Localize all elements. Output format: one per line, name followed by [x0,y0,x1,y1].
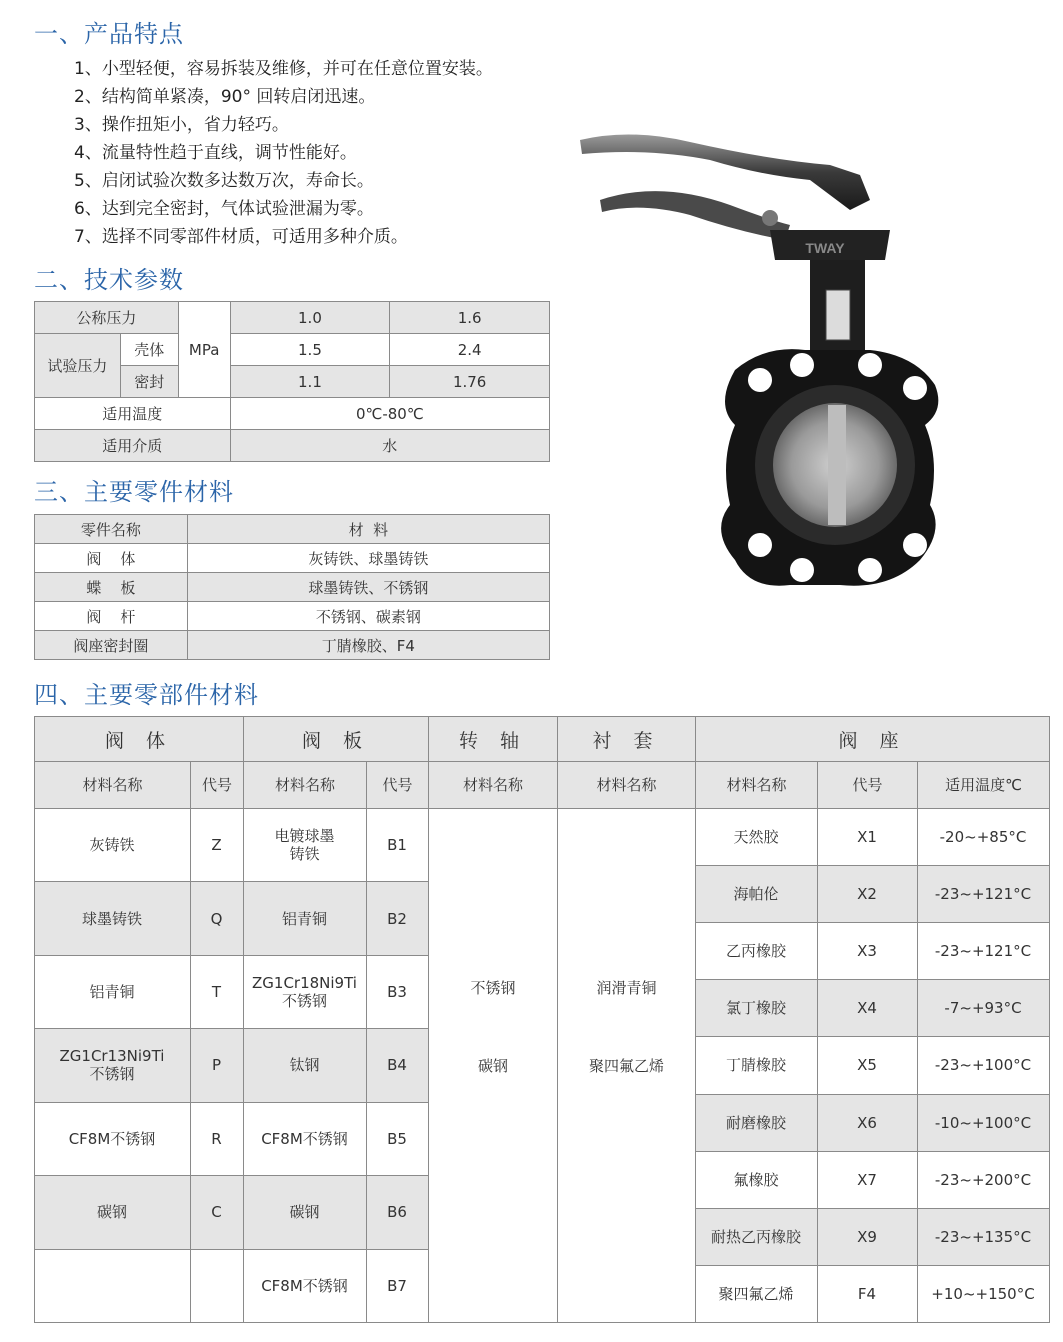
seat-code-cell: X4 [817,979,918,1037]
seat-material-cell: 天然胶 [695,808,818,866]
section-heading-parts: 三、主要零件材料 [34,478,234,506]
body-code-cell: Q [190,881,244,955]
body-material-cell: 铝青铜 [34,955,191,1029]
seat-temp-cell: -23~+135°C [917,1208,1050,1266]
seat-code-cell: X1 [817,808,918,866]
feature-item: 7、选择不同零部件材质，可适用多种介质。 [74,227,408,247]
column-header: 代号 [367,762,429,809]
temp-value: 0℃-80℃ [230,398,549,430]
seat-material-cell: 耐热乙丙橡胶 [695,1208,818,1266]
body-code-cell: P [190,1028,244,1102]
seat-material-cell: 海帕伦 [695,865,818,923]
seat-material-cell: 丁腈橡胶 [695,1036,818,1094]
plate-code-cell: B3 [366,955,429,1029]
plate-code-cell: B2 [366,881,429,955]
column-header: 代号 [818,762,918,809]
table-cell: 1.1 [230,366,390,398]
table-cell: 1.6 [390,302,550,334]
group-header-shaft: 转 轴 [429,717,558,762]
plate-material-cell: CF8M不锈钢 [243,1102,367,1176]
table-header: 材 料 [187,515,549,544]
plate-code-cell: B5 [366,1102,429,1176]
plate-code-cell: B7 [366,1249,429,1323]
body-material-cell: 球墨铸铁 [34,881,191,955]
table-cell: 灰铸铁、球墨铸铁 [187,544,549,573]
section-heading-features: 一、产品特点 [34,20,184,48]
seat-material-cell: 耐磨橡胶 [695,1094,818,1152]
column-header: 材料名称 [696,762,818,809]
column-header: 材料名称 [244,762,367,809]
table-cell: 蝶 板 [35,573,188,602]
plate-material-cell: 钛钢 [243,1028,367,1102]
seat-material-cell: 氟橡胶 [695,1151,818,1209]
materials-body-grid [35,809,1050,1323]
medium-label: 适用介质 [35,430,231,462]
plate-code-cell: B1 [366,808,429,882]
seat-temp-cell: -20~+85°C [917,808,1050,866]
shaft-material-text: 不锈钢 [470,979,516,997]
group-header-seat: 阀 座 [696,717,1050,762]
column-header: 材料名称 [35,762,191,809]
seat-temp-cell: -23~+200°C [917,1151,1050,1209]
shaft-material-text: 碳钢 [477,1057,508,1075]
handle-brand-text: TWAY [805,240,845,256]
shell-label: 壳体 [120,334,178,366]
nominal-pressure-label: 公称压力 [35,302,179,334]
feature-item: 1、小型轻便，容易拆装及维修，并可在任意位置安装。 [74,59,493,79]
group-header-plate: 阀 板 [244,717,429,762]
group-header-bushing: 衬 套 [558,717,696,762]
tech-params-table [34,301,550,462]
table-cell: 1.76 [390,366,550,398]
seat-temp-cell: +10~+150°C [917,1265,1050,1323]
body-code-cell [190,1249,244,1323]
feature-item: 4、流量特性趋于直线，调节性能好。 [74,143,357,163]
features-list [74,55,493,251]
bushing-material-text: 聚四氟乙烯 [588,1057,664,1075]
seat-material-cell: 氯丁橡胶 [695,979,818,1037]
plate-material-cell: 铝青铜 [243,881,367,955]
plate-code-cell: B4 [366,1028,429,1102]
seat-temp-cell: -23~+100°C [917,1036,1050,1094]
body-material-cell: ZG1Cr13Ni9Ti 不锈钢 [34,1028,191,1102]
parts-table [34,514,550,660]
seat-temp-cell: -23~+121°C [917,865,1050,923]
unit-cell: MPa [178,302,230,398]
seat-material-cell: 聚四氟乙烯 [695,1265,818,1323]
body-material-cell [34,1249,191,1323]
table-cell: 不锈钢、碳素钢 [187,602,549,631]
bushing-material-text: 润滑青铜 [596,979,657,997]
plate-material-cell: 碳钢 [243,1175,367,1249]
body-code-cell: T [190,955,244,1029]
feature-item: 2、结构简单紧凑，90° 回转启闭迅速。 [74,87,376,107]
seat-material-cell: 乙丙橡胶 [695,922,818,980]
section-heading-materials: 四、主要零部件材料 [34,681,259,709]
body-material-cell: 碳钢 [34,1175,191,1249]
butterfly-valve-image [570,120,940,600]
column-header: 材料名称 [429,762,558,809]
column-header: 适用温度℃ [918,762,1050,809]
medium-value: 水 [230,430,549,462]
plate-material-cell: CF8M不锈钢 [243,1249,367,1323]
seal-label: 密封 [120,366,178,398]
body-material-cell: 灰铸铁 [34,808,191,882]
seat-temp-cell: -23~+121°C [917,922,1050,980]
table-cell: 阀座密封圈 [35,631,188,660]
table-cell: 丁腈橡胶、F4 [187,631,549,660]
table-cell: 阀 杆 [35,602,188,631]
feature-item: 3、操作扭矩小，省力轻巧。 [74,115,289,135]
table-cell: 1.5 [230,334,390,366]
body-code-cell: Z [190,808,244,882]
group-header-body: 阀 体 [35,717,244,762]
seat-code-cell: X9 [817,1208,918,1266]
seat-code-cell: X6 [817,1094,918,1152]
seat-temp-cell: -10~+100°C [917,1094,1050,1152]
body-code-cell: R [190,1102,244,1176]
test-pressure-label: 试验压力 [35,334,121,398]
body-code-cell: C [190,1175,244,1249]
temp-label: 适用温度 [35,398,231,430]
plate-material-cell: ZG1Cr18Ni9Ti 不锈钢 [243,955,367,1029]
table-cell: 2.4 [390,334,550,366]
table-cell: 球墨铸铁、不锈钢 [187,573,549,602]
column-header: 代号 [191,762,244,809]
plate-material-cell: 电镀球墨 铸铁 [243,808,367,882]
seat-code-cell: X5 [817,1036,918,1094]
column-header: 材料名称 [558,762,696,809]
section-heading-tech: 二、技术参数 [34,266,184,294]
table-cell: 1.0 [230,302,390,334]
seat-code-cell: X2 [817,865,918,923]
plate-code-cell: B6 [366,1175,429,1249]
body-material-cell: CF8M不锈钢 [34,1102,191,1176]
seat-code-cell: F4 [817,1265,918,1323]
feature-item: 5、启闭试验次数多达数万次，寿命长。 [74,171,374,191]
seat-code-cell: X7 [817,1151,918,1209]
materials-table [34,716,1050,1323]
seat-temp-cell: -7~+93°C [917,979,1050,1037]
seat-code-cell: X3 [817,922,918,980]
table-cell: 阀 体 [35,544,188,573]
table-header: 零件名称 [35,515,188,544]
feature-item: 6、达到完全密封，气体试验泄漏为零。 [74,199,374,219]
